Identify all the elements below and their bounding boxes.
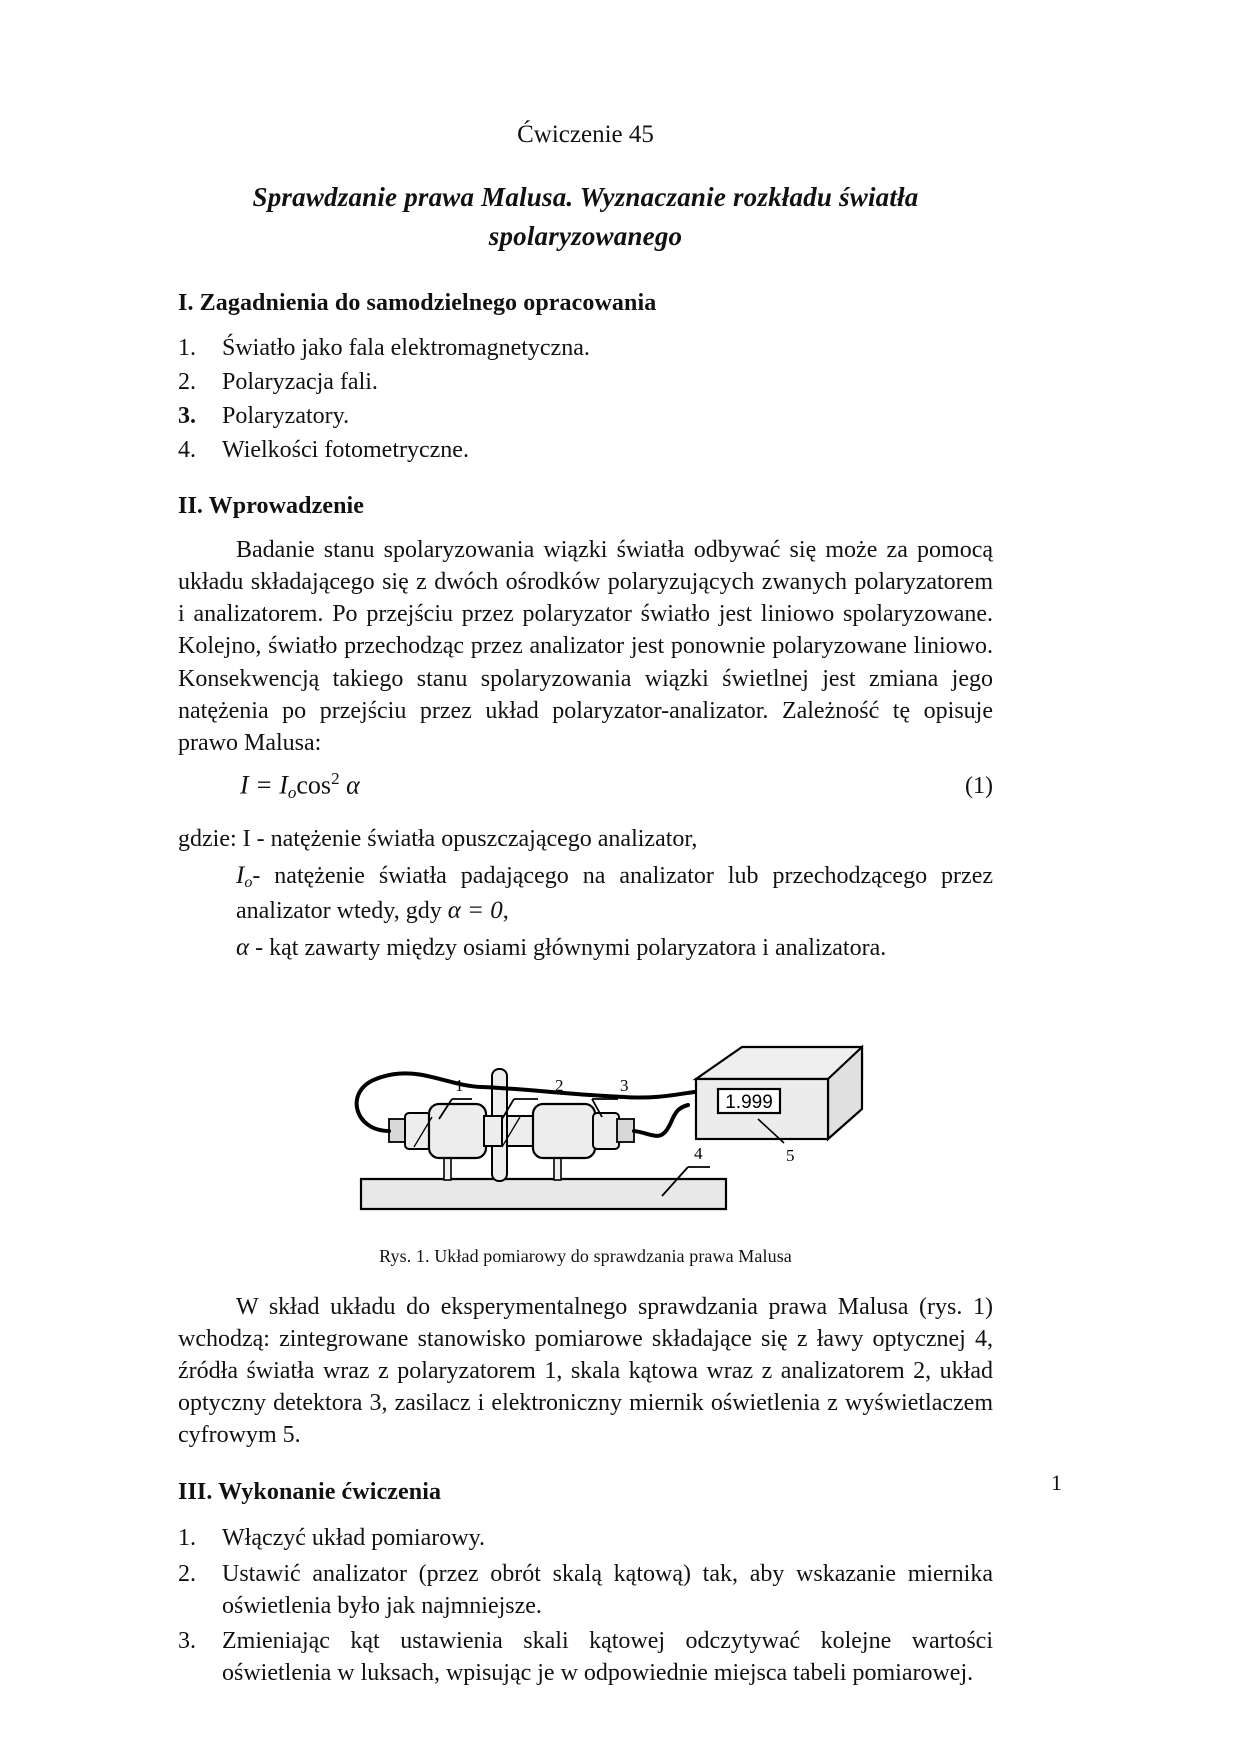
procedure-list <box>178 1522 993 1689</box>
apparatus-description-paragraph: W skład układu do eksperymentalnego sprawdzania prawa Malusa (rys. 1) wchodzą: zintegrowane stanowisko pomiarowe składające się z ławy optycznej 4, źródła światła wraz z polaryzatorem 1, skala kątowa wraz z analizatorem 2, układ optyczny detektora 3, zasilacz i elektroniczny miernik oświetlenia z wyświetlaczem cyfrowym 5. <box>178 1293 993 1449</box>
figure-caption: Rys. 1. Układ pomiarowy do sprawdzania prawa Malusa <box>379 1245 792 1266</box>
list-item <box>178 1522 993 1554</box>
definition-i-zero-text: - natężenie światła padającego na analizator lub przechodzącego przez analizator wtedy, gdy <box>236 863 993 924</box>
optical-bench <box>361 1179 726 1209</box>
section-heading-ii: II. Wprowadzenie <box>178 492 365 519</box>
list-item <box>178 435 993 467</box>
list-item-number: 2. <box>178 1560 196 1587</box>
list-item <box>178 401 993 433</box>
section-heading-iii: III. Wykonanie ćwiczenia <box>178 1479 442 1506</box>
list-item-label: Ustawić analizator (przez obrót skalą kątową) tak, aby wskazanie miernika oświetlenia było jak najmniejsze. <box>222 1560 993 1619</box>
list-item-label: Włączyć układ pomiarowy. <box>222 1525 486 1552</box>
callout-2-label: 2 <box>554 1075 563 1095</box>
topics-list <box>178 333 993 467</box>
where-label: gdzie: <box>178 826 237 852</box>
light-meter-box <box>696 1047 862 1143</box>
list-item-number: 2. <box>178 369 196 396</box>
definition-i-text: I - natężenie światła opuszczającego analizator, <box>242 826 698 852</box>
definition-i-zero-comma: , <box>502 897 509 924</box>
list-item-number: 3. <box>178 403 196 430</box>
list-item <box>178 333 993 365</box>
definition-i <box>178 823 993 855</box>
definition-alpha-text: - kąt zawarty między osiami głównymi polaryzatora i analizatora. <box>255 935 887 962</box>
page-number: 1 <box>1051 1470 1062 1495</box>
list-item <box>178 1558 993 1622</box>
list-item-number: 1. <box>178 335 196 362</box>
light-source-polarizer <box>389 1104 502 1158</box>
list-item-label: Światło jako fala elektromagnetyczna. <box>222 335 590 362</box>
alpha-condition: α = 0 <box>447 896 503 924</box>
list-item-number: 4. <box>178 437 196 463</box>
symbol-alpha: α <box>236 934 250 962</box>
page-title-line-2: spolaryzowanego <box>488 221 683 252</box>
list-item-label: Wielkości fotometryczne. <box>222 437 469 463</box>
apparatus-figure <box>178 991 993 1236</box>
exercise-number: Ćwiczenie 45 <box>517 121 654 148</box>
page-title-line-1: Sprawdzanie prawa Malusa. Wyznaczanie rozkładu światła <box>252 182 919 212</box>
list-item-label: Polaryzacja fali. <box>222 369 378 396</box>
list-item-number: 1. <box>178 1525 196 1552</box>
callout-1-label: 1 <box>454 1075 463 1095</box>
list-item-number: 3. <box>178 1627 196 1654</box>
callout-5-label: 5 <box>785 1145 794 1165</box>
list-item-label: Zmieniając kąt ustawienia skali kątowej odczytywać kolejne wartości oświetlenia w luksach, wpisując je w odpowiednie miejsca tabeli pomiarowej. <box>222 1627 993 1686</box>
symbol-i-zero: $I_o$ <box>236 862 253 892</box>
callout-4-label: 4 <box>693 1143 702 1163</box>
apparatus-diagram <box>306 991 866 1236</box>
analyzer-detector-optics <box>502 1104 634 1158</box>
meter-display-value: 1.999 <box>724 1091 773 1113</box>
section-heading-i: I. Zagadnienia do samodzielnego opracowania <box>178 290 657 317</box>
malus-law-formula <box>178 769 993 815</box>
cable-lower <box>634 1105 688 1136</box>
list-item <box>178 1625 993 1689</box>
intro-paragraph: Badanie stanu spolaryzowania wiązki światła odbywać się może za pomocą układu składającego się z dwóch ośrodków polaryzujących zwanych polaryzatorem i analizatorem. Po przejściu przez polaryzator światło jest liniowo spolaryzowane. Kolejno, światło przechodząc przez analizator jest ponownie polaryzowane liniowo. Konsekwencją takiego stanu spolaryzowania wiązki świetlnej jest zmiana jego natężenia po przejściu przez układ polaryzator-analizator. Zależność tę opisuje prawo Malusa: <box>178 536 993 756</box>
page-title <box>178 178 993 256</box>
callout-3-label: 3 <box>619 1075 628 1095</box>
list-item-label: Polaryzatory. <box>222 403 350 430</box>
page-content <box>178 120 993 1692</box>
definition-alpha <box>178 931 993 965</box>
list-item <box>178 367 993 399</box>
equation-number: (1) <box>965 773 993 799</box>
definition-i-zero <box>178 859 993 927</box>
formula-expression: $I = I_o\cos^2$ α <box>240 769 360 803</box>
